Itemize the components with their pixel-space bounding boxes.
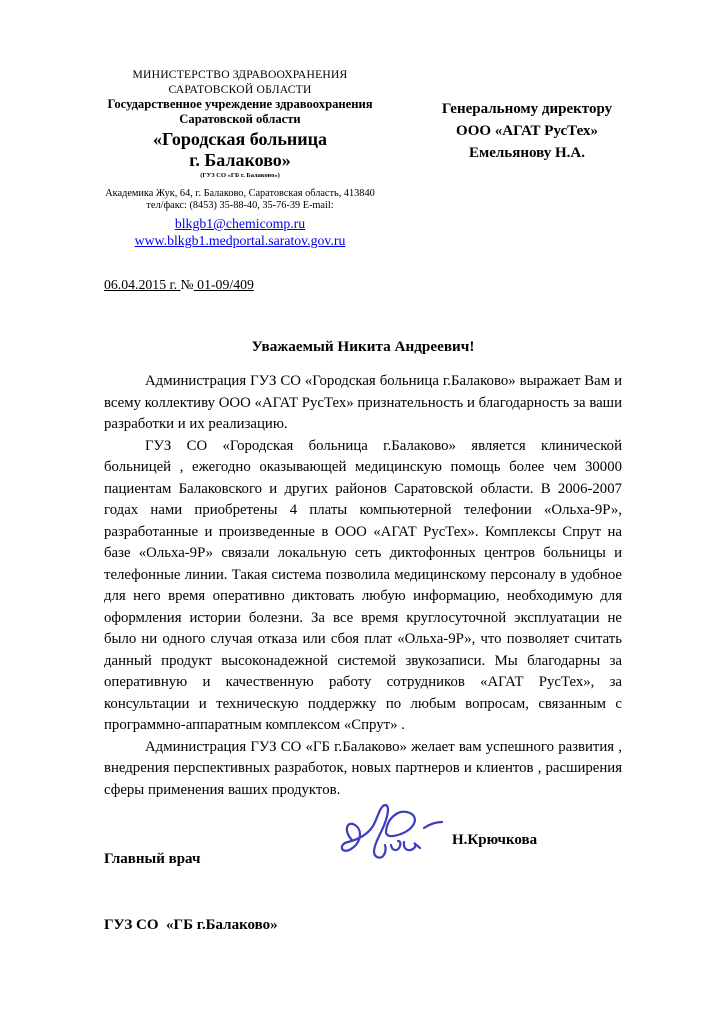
- signature-block: [104, 804, 622, 933]
- hospital-name-line2: г. Балаково»: [189, 150, 291, 170]
- ministry-name-line1: МИНИСТЕРСТВО ЗДРАВООХРАНЕНИЯ: [132, 68, 348, 81]
- letterhead: [75, 68, 405, 249]
- signer-role: [104, 804, 278, 980]
- phone-fax-line: тел/факс: (8453) 35-88-40, 35-76-39 E-mail:: [146, 200, 334, 211]
- letter-date: 06.04.2015 г.: [104, 277, 181, 292]
- organization-type-line1: Государственное учреждение здравоохранения: [107, 97, 373, 111]
- addressee-block: [397, 98, 657, 164]
- addressee-person: Емельянову Н.А.: [469, 145, 585, 161]
- signature-ink-icon: [336, 798, 444, 864]
- reference-line: [104, 277, 254, 293]
- postal-address: Академика Жук, 64, г. Балаково, Саратовская область, 413840: [105, 188, 375, 199]
- website-link[interactable]: www.blkgb1.medportal.saratov.gov.ru: [134, 232, 346, 248]
- salutation: Уважаемый Никита Андреевич!: [251, 338, 475, 355]
- paragraph-wishes: Администрация ГУЗ СО «ГБ г.Балаково» желает вам успешного развития , внедрения перспективных разработок, новых партнеров и клиентов , расширения сферы применения ваших продуктов.: [104, 738, 622, 798]
- signer-name: Н.Крючкова: [452, 832, 538, 848]
- letter-number: 01-09/409: [193, 277, 254, 292]
- hospital-name-line1: «Городская больница: [152, 129, 328, 149]
- hospital-abbreviation: (ГУЗ СО «ГБ г. Балаково»): [200, 172, 280, 179]
- number-sign: №: [180, 277, 194, 292]
- addressee-title: Генеральному директору: [441, 101, 613, 117]
- email-link[interactable]: blkgb1@chemicomp.ru: [174, 216, 306, 231]
- ministry-name-line2: САРАТОВСКОЙ ОБЛАСТИ: [168, 82, 312, 96]
- paragraph-gratitude: Администрация ГУЗ СО «Городская больница г.Балаково» выражает Вам и всему коллективу ООО «АГАТ РусТех» признательность и благодарность за ваши разработки и их реализацию.: [104, 373, 622, 432]
- signer-role-line1: Главный врач: [104, 851, 201, 867]
- paragraph-details: ГУЗ СО «Городская больница г.Балаково» является клинической больницей , ежегодно оказывающей медицинскую помощь более чем 30000 пациентам Балаковского и других районов Саратовской области. В 2006-2007 годах нами приобретены 4 платы компьютерной телефонии «Ольха-9Р», разработанные и произведенные в ООО «АГАТ РусТех». Комплексы Спрут на базе «Ольха-9Р» связали локальную сеть диктофонных центров больницы и телефонные линии. Такая система позволила медицинскому персоналу в удобное для него время оперативно диктовать любую информацию, необходимую для оформления истории болезни. За все время круглосуточной эксплуатации не было ни одного случая отказа или сбоя плат «Ольха-9Р», что позволяет считать данный продукт высоконадежной системой звукозаписи. Мы благодарны за оперативную и качественную работу сотрудников «АГАТ РусТех», за консультации и техническую поддержку по любым вопросам, связанным с программно-аппаратным комплексом «Спрут» .: [104, 437, 622, 733]
- organization-type-line2: Саратовской области: [179, 112, 301, 126]
- letter-body: [104, 371, 622, 801]
- signer-role-line2: ГУЗ СО «ГБ г.Балаково»: [104, 917, 278, 933]
- addressee-company: ООО «АГАТ РусТех»: [456, 123, 598, 139]
